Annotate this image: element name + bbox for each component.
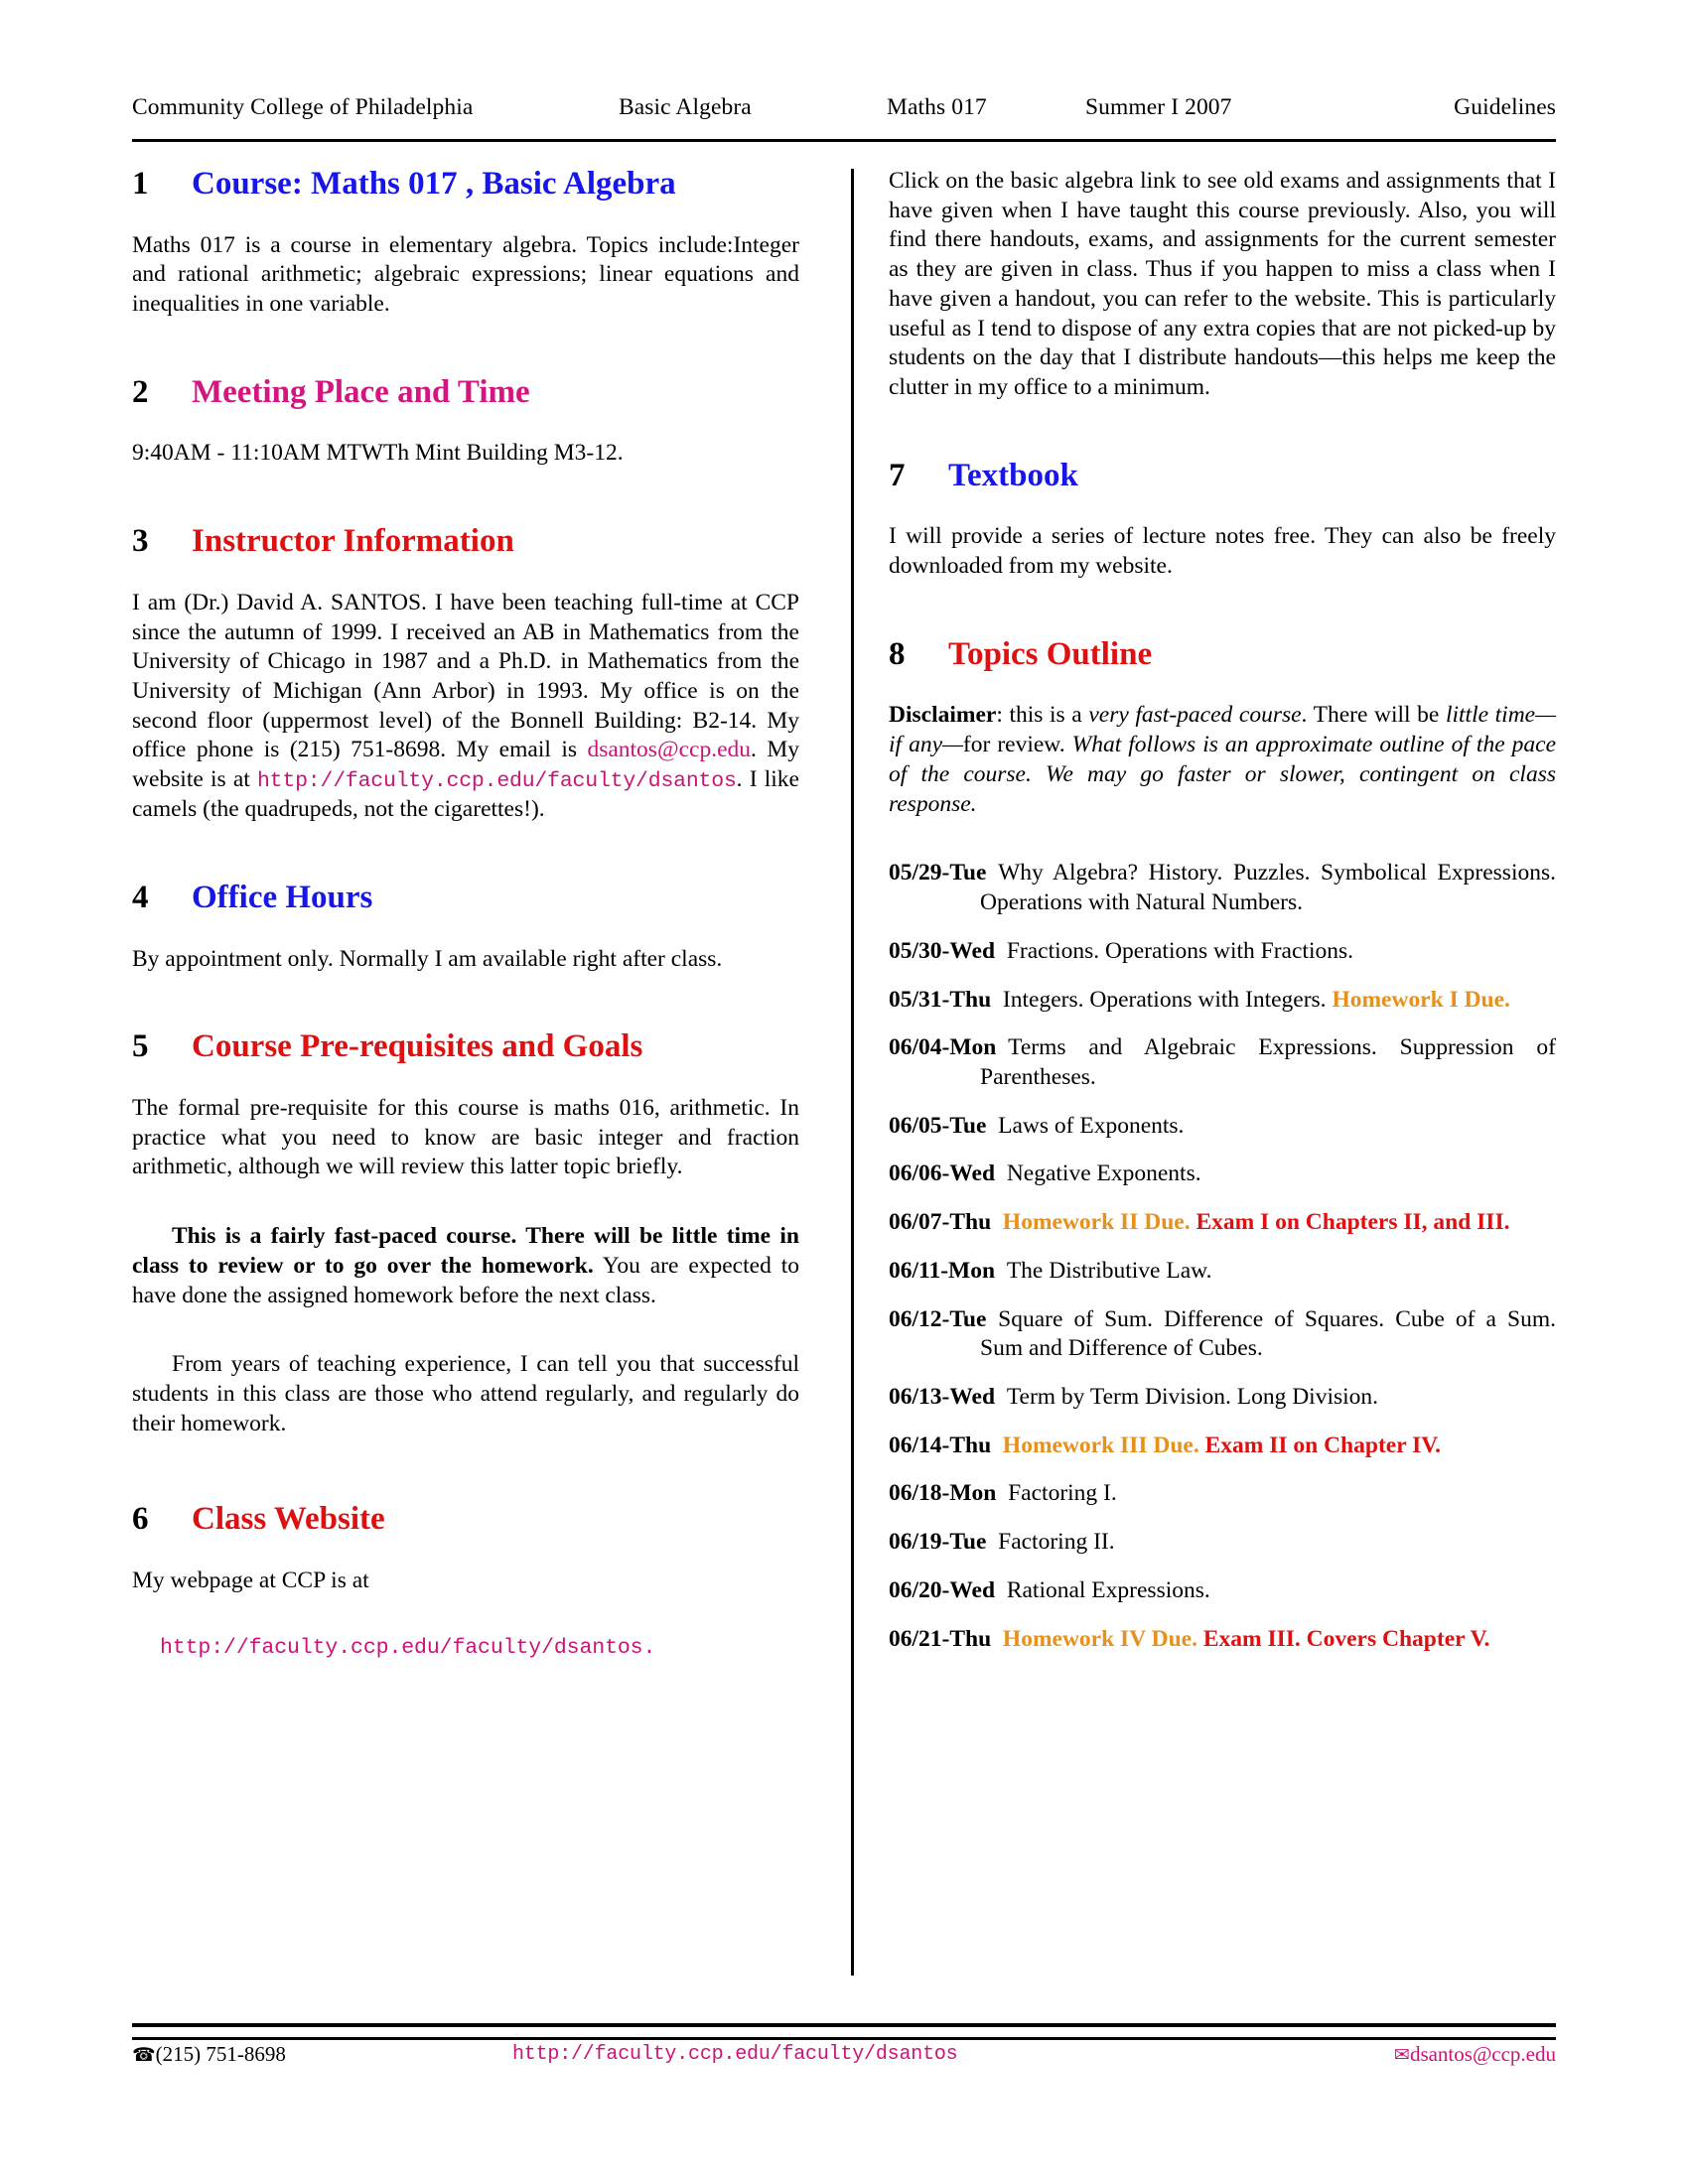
- schedule-date: 06/06-Wed: [889, 1160, 996, 1187]
- two-column-body: [132, 167, 1556, 1983]
- schedule-row: [889, 1432, 1556, 1461]
- schedule-topic: Why Algebra? History. Puzzles. Symbolical Expressions. Operations with Natural Numbers.: [980, 860, 1556, 916]
- schedule-date: 06/11-Mon: [889, 1257, 996, 1284]
- schedule-row: [889, 1479, 1556, 1509]
- section-title-1: Course: Maths 017 , Basic Algebra: [192, 166, 676, 202]
- schedule-date: 06/12-Tue: [889, 1305, 987, 1332]
- section3-body: [132, 589, 799, 825]
- footer-website-link[interactable]: http://faculty.ccp.edu/faculty/dsantos: [512, 2043, 958, 2066]
- schedule-exam: Exam I on Chapters II, and III.: [1196, 1209, 1510, 1236]
- section-title-4: Office Hours: [192, 880, 373, 916]
- left-column: [132, 167, 799, 1983]
- schedule-date: 06/18-Mon: [889, 1480, 997, 1507]
- section3-text-part1: I am (Dr.) David A. SANTOS. I have been teaching full-time at CCP since the autumn of 1999. I received an AB in Mathematics from the University of Chicago in 1987 and a Ph.D. in Mathematics from the University of Michigan (Ann Arbor) in 1993. My office is on the second floor (uppermost level) of the Bonnell Building: B2-14. My office phone is (215) 751-8698. My email is: [132, 589, 799, 763]
- schedule-homework: Homework I Due.: [1332, 986, 1510, 1013]
- topics-schedule-list: [889, 859, 1556, 1654]
- section7-body: I will provide a series of lecture notes free. They can also be freely downloaded from my website.: [889, 523, 1556, 580]
- schedule-topic: Fractions. Operations with Fractions.: [1006, 937, 1353, 964]
- schedule-row: [889, 1576, 1556, 1606]
- schedule-row: [889, 1033, 1556, 1092]
- schedule-date: 06/05-Tue: [889, 1112, 987, 1139]
- schedule-date: 06/21-Thu: [889, 1625, 992, 1652]
- section2-body: 9:40AM - 11:10AM MTWTh Mint Building M3-12.: [132, 440, 624, 467]
- schedule-row: [889, 859, 1556, 917]
- schedule-homework: Homework II Due.: [1002, 1209, 1191, 1236]
- section5-para2-bold: This is a fairly fast-paced course. There will be little time in class to review or to go over the homework.: [132, 1223, 799, 1279]
- footer-email-address: dsantos@ccp.edu: [1409, 2042, 1556, 2066]
- section-number-4: 4: [132, 880, 149, 916]
- telephone-icon: ☎: [132, 2044, 156, 2066]
- schedule-exam: Exam II on Chapter IV.: [1204, 1432, 1442, 1458]
- schedule-row: [889, 986, 1556, 1016]
- header-doc-type: Guidelines: [1454, 94, 1556, 120]
- header-rule: [132, 139, 1556, 142]
- section-heading-4: [132, 881, 799, 915]
- section-title-7: Textbook: [948, 457, 1078, 493]
- schedule-row: [889, 1208, 1556, 1238]
- section-title-8: Topics Outline: [948, 635, 1153, 672]
- section4-body: By appointment only. Normally I am available right after class.: [132, 945, 723, 972]
- column-divider: [851, 169, 854, 1976]
- running-header: [132, 94, 1556, 121]
- section5-para2-rest: You are expected to have done the assigned homework before the next class.: [132, 1252, 799, 1308]
- footer-email[interactable]: [1394, 2042, 1556, 2067]
- class-website-url[interactable]: http://faculty.ccp.edu/faculty/dsantos.: [160, 1635, 656, 1660]
- section-title-6: Class Website: [192, 1501, 385, 1538]
- section-number-6: 6: [132, 1501, 149, 1538]
- topics-disclaimer: [889, 701, 1556, 819]
- envelope-icon: ✉: [1394, 2044, 1410, 2066]
- schedule-date: 05/31-Thu: [889, 986, 992, 1013]
- footer-rule-bottom: [132, 2037, 1556, 2040]
- footer-phone: [132, 2042, 286, 2067]
- section-title-3: Instructor Information: [192, 523, 514, 560]
- schedule-date: 05/30-Wed: [889, 937, 996, 964]
- schedule-topic: Term by Term Division. Long Division.: [1006, 1383, 1379, 1410]
- disclaimer-i1: very fast-paced course: [1088, 702, 1302, 729]
- schedule-row: [889, 1625, 1556, 1655]
- schedule-row: [889, 1160, 1556, 1189]
- section-title-2: Meeting Place and Time: [192, 373, 530, 410]
- schedule-topic: Factoring II.: [998, 1529, 1115, 1556]
- schedule-date: 06/04-Mon: [889, 1034, 997, 1061]
- section1-body: Maths 017 is a course in elementary algebra. Topics include:Integer and rational arithmetic; algebraic expressions; linear equations and inequalities in one variable.: [132, 231, 799, 318]
- schedule-topic: Integers. Operations with Integers.: [1002, 986, 1333, 1013]
- section-heading-1: [132, 167, 799, 202]
- section5-para2: [132, 1222, 799, 1310]
- schedule-date: 06/07-Thu: [889, 1209, 992, 1236]
- right-intro-paragraph: Click on the basic algebra link to see old exams and assignments that I have given when I have taught this course previously. Also, you will find there handouts, exams, and assignments for the current semester as they are given in class. Thus if you happen to miss a class when I have given a handout, you can refer to the website. This is particularly useful as I tend to dispose of any extra copies that are not picked-up by students on the day that I distribute handouts—this helps me keep the clutter in my office to a minimum.: [889, 168, 1556, 401]
- section-number-8: 8: [889, 635, 906, 672]
- section-number-3: 3: [132, 523, 149, 560]
- page-footer: [132, 2042, 1556, 2082]
- schedule-date: 06/19-Tue: [889, 1529, 987, 1556]
- disclaimer-label: Disclaimer: [889, 702, 997, 729]
- footer-rule-top: [132, 2023, 1556, 2027]
- footer-phone-number: (215) 751-8698: [155, 2042, 286, 2066]
- section-heading-8: [889, 637, 1556, 672]
- schedule-topic: Square of Sum. Difference of Squares. Cube of a Sum. Sum and Difference of Cubes.: [980, 1305, 1556, 1362]
- section-heading-2: [132, 375, 799, 410]
- schedule-topic: Rational Expressions.: [1006, 1576, 1210, 1603]
- section-heading-6: [132, 1502, 799, 1537]
- disclaimer-i2: little time—if any—: [889, 702, 1557, 758]
- schedule-date: 06/14-Thu: [889, 1432, 992, 1458]
- schedule-row: [889, 937, 1556, 967]
- section6-body: My webpage at CCP is at: [132, 1568, 369, 1594]
- section5-para3: From years of teaching experience, I can tell you that successful students in this class are those who attend regularly, and regularly do their homework.: [132, 1351, 799, 1436]
- schedule-homework: Homework III Due.: [1002, 1432, 1199, 1458]
- disclaimer-i3: What follows is an approximate outline of the pace of the course. We may go faster or slower, contingent on class response.: [889, 732, 1557, 817]
- section-heading-3: [132, 524, 799, 559]
- instructor-email-link[interactable]: dsantos@ccp.edu: [587, 737, 752, 763]
- schedule-topic: Negative Exponents.: [1006, 1160, 1201, 1187]
- header-term: Summer I 2007: [1085, 94, 1232, 120]
- disclaimer-p3: for review.: [962, 732, 1072, 758]
- schedule-topic: Terms and Algebraic Expressions. Suppression of Parentheses.: [980, 1034, 1556, 1090]
- schedule-homework: Homework IV Due.: [1002, 1625, 1197, 1652]
- schedule-date: 06/20-Wed: [889, 1576, 996, 1603]
- section-number-7: 7: [889, 457, 906, 493]
- instructor-website-link[interactable]: http://faculty.ccp.edu/faculty/dsantos: [256, 769, 737, 794]
- schedule-row: [889, 1383, 1556, 1413]
- section-title-5: Course Pre-requisites and Goals: [192, 1028, 643, 1065]
- section-number-2: 2: [132, 373, 149, 410]
- schedule-row: [889, 1305, 1556, 1364]
- section5-para1: The formal pre-requisite for this course is maths 016, arithmetic. In practice what you need to know are basic integer and fraction arithmetic, although we will review this latter topic briefly.: [132, 1095, 799, 1180]
- schedule-exam: Exam III. Covers Chapter V.: [1202, 1625, 1490, 1652]
- schedule-topic: Factoring I.: [1008, 1480, 1117, 1507]
- schedule-row: [889, 1112, 1556, 1142]
- right-column: [889, 167, 1556, 1983]
- section-number-1: 1: [132, 166, 149, 202]
- header-course-name: Basic Algebra: [619, 94, 752, 120]
- schedule-row: [889, 1257, 1556, 1287]
- header-institution: Community College of Philadelphia: [132, 94, 474, 120]
- schedule-topic: Laws of Exponents.: [998, 1112, 1185, 1139]
- disclaimer-p1: : this is a: [996, 702, 1089, 729]
- disclaimer-p2: . There will be: [1301, 702, 1446, 729]
- schedule-date: 05/29-Tue: [889, 860, 987, 887]
- section-heading-5: [132, 1029, 799, 1064]
- section3-text-part3: . I like camels (the quadrupeds, not the cigarettes!).: [132, 766, 799, 823]
- section3-text-part2: . My website is at: [132, 737, 799, 793]
- schedule-date: 06/13-Wed: [889, 1383, 996, 1410]
- schedule-row: [889, 1528, 1556, 1558]
- header-course-code: Maths 017: [887, 94, 987, 120]
- section-number-5: 5: [132, 1028, 149, 1065]
- schedule-topic: The Distributive Law.: [1006, 1257, 1212, 1284]
- section-heading-7: [889, 459, 1556, 493]
